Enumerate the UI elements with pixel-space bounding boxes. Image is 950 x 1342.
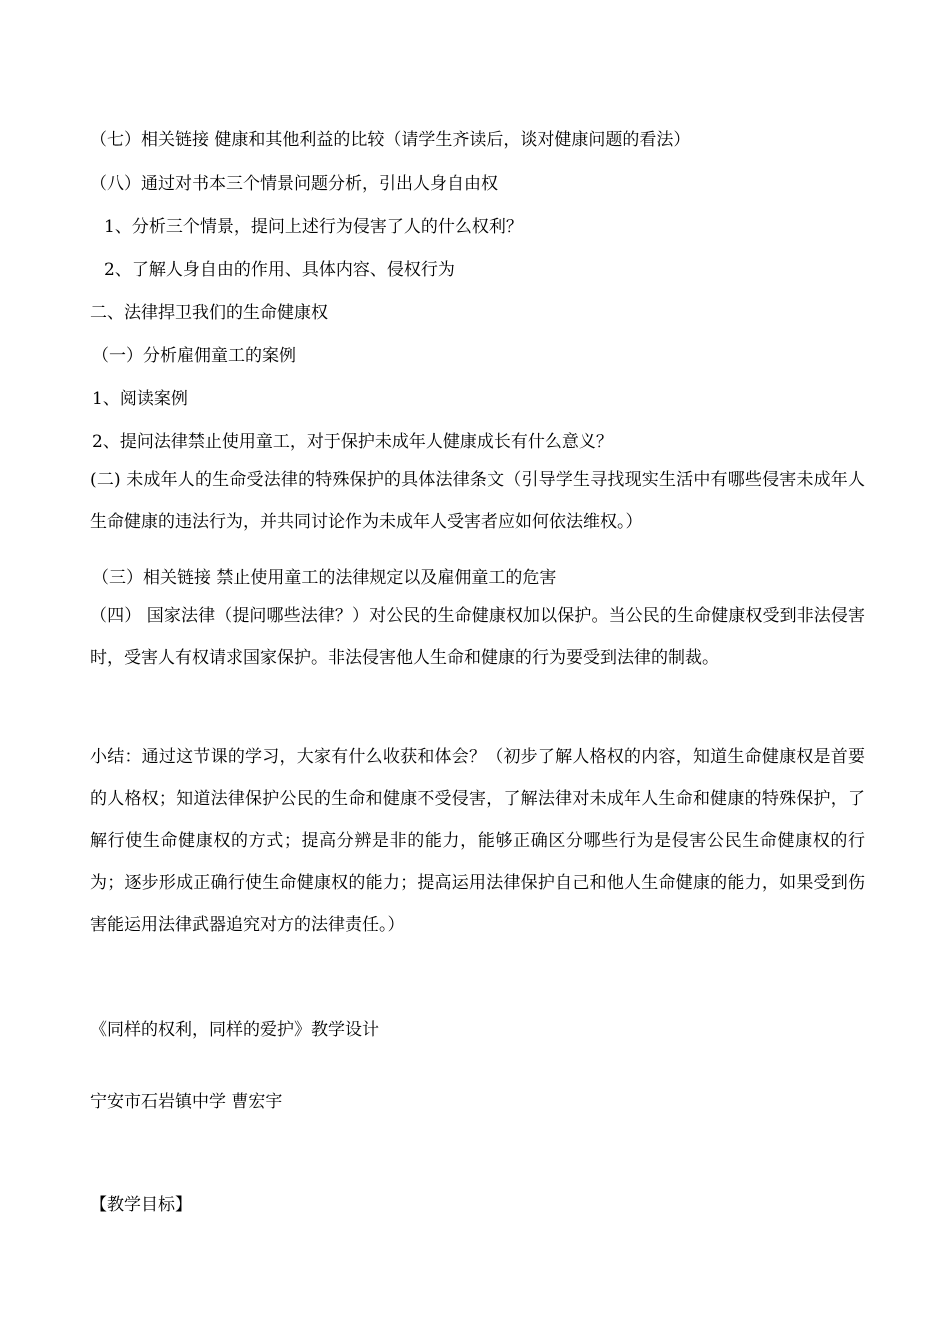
- line-related-link-health: （七）相关链接 健康和其他利益的比较（请学生齐读后，谈对健康问题的看法）: [90, 130, 691, 150]
- line-child-labor-rules: （三）相关链接 禁止使用童工的法律规定以及雇佣童工的危害: [92, 568, 557, 588]
- line-child-labor-case: （一）分析雇佣童工的案例: [92, 346, 296, 366]
- paragraph-national-law: （四） 国家法律（提问哪些法律？）对公民的生命健康权加以保护。当公民的生命健康权受到非法侵害时，受害人有权请求国家保护。非法侵害他人生命和健康的行为要受到法律的制裁。: [90, 606, 865, 668]
- line-read-case: 1、阅读案例: [92, 389, 188, 409]
- section-heading-law: 二、法律捍卫我们的生命健康权: [90, 303, 328, 323]
- line-freedom-content: 2、了解人身自由的作用、具体内容、侵权行为: [104, 260, 455, 280]
- line-analyze-scenarios: 1、分析三个情景，提问上述行为侵害了人的什么权利？: [104, 217, 523, 237]
- paragraph-special-protection: (二) 未成年人的生命受法律的特殊保护的具体法律条文（引导学生寻找现实生活中有哪些侵害未成年人生命健康的违法行为，并共同讨论作为未成年人受害者应如何依法维权。）: [90, 470, 865, 532]
- paragraph-summary: 小结：通过这节课的学习，大家有什么收获和体会？（初步了解人格权的内容，知道生命健康权是首要的人格权；知道法律保护公民的生命和健康不受侵害，了解法律对未成年人生命和健康的特殊保护，了解行使生命健康权的方式；提高分辨是非的能力，能够正确区分哪些行为是侵害公民生命健康权的行为；逐步形成正确行使生命健康权的能力；提高运用法律保护自己和他人生命健康的能力，如果受到伤害能运用法律武器追究对方的法律责任。）: [90, 747, 865, 935]
- author-line: 宁安市石岩镇中学 曹宏宇: [90, 1092, 283, 1112]
- line-personal-freedom: （八）通过对书本三个情景问题分析，引出人身自由权: [90, 174, 498, 194]
- section-teaching-goals: 【教学目标】: [90, 1195, 192, 1215]
- line-ask-question: 2、提问法律禁止使用童工，对于保护未成年人健康成长有什么意义？: [92, 432, 613, 452]
- document-title: 《同样的权利，同样的爱护》教学设计: [90, 1020, 379, 1040]
